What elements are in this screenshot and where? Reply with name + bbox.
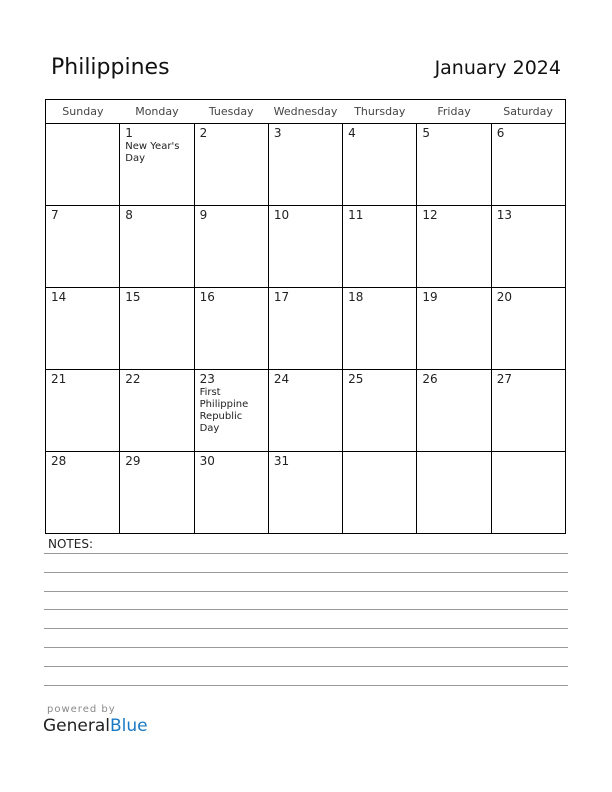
day-number: 19 bbox=[422, 290, 438, 304]
day-cell bbox=[343, 124, 417, 206]
day-cell bbox=[268, 206, 342, 288]
brand-blue: Blue bbox=[110, 716, 148, 736]
notes-line bbox=[44, 609, 568, 610]
day-cell bbox=[417, 124, 491, 206]
day-cell bbox=[46, 288, 120, 370]
day-number: 29 bbox=[125, 454, 141, 468]
weekday-header: Friday bbox=[417, 100, 491, 124]
day-number: 8 bbox=[125, 208, 133, 222]
day-number: 12 bbox=[422, 208, 438, 222]
day-number: 9 bbox=[199, 208, 208, 222]
notes-line bbox=[44, 685, 568, 686]
day-cell bbox=[120, 288, 194, 370]
day-cell bbox=[268, 124, 342, 206]
day-number: 1 bbox=[125, 126, 133, 140]
day-cell bbox=[194, 370, 268, 452]
notes-label: NOTES: bbox=[48, 537, 93, 551]
day-number: 21 bbox=[51, 372, 67, 386]
country-title: Philippines bbox=[51, 55, 170, 80]
notes-line bbox=[44, 572, 568, 573]
calendar-grid bbox=[45, 99, 566, 534]
day-cell bbox=[46, 124, 120, 206]
day-cell bbox=[491, 452, 565, 534]
day-number: 22 bbox=[125, 372, 141, 386]
weekday-header: Saturday bbox=[491, 100, 565, 124]
holiday-label: First Philippine Republic Day bbox=[199, 387, 249, 434]
day-cell bbox=[491, 370, 565, 452]
day-cell bbox=[120, 370, 194, 452]
day-cell bbox=[120, 452, 194, 534]
day-number: 10 bbox=[273, 208, 290, 222]
week-row bbox=[46, 124, 566, 206]
month-title: January 2024 bbox=[434, 57, 561, 79]
weekday-header: Monday bbox=[120, 100, 194, 124]
day-number: 11 bbox=[348, 208, 364, 222]
weekday-header: Wednesday bbox=[268, 100, 342, 124]
week-row bbox=[46, 370, 566, 452]
week-row bbox=[46, 288, 566, 370]
day-number: 30 bbox=[199, 454, 215, 468]
day-number: 7 bbox=[51, 208, 59, 222]
day-cell bbox=[46, 452, 120, 534]
day-cell bbox=[268, 370, 342, 452]
day-cell bbox=[417, 452, 491, 534]
powered-by: powered by bbox=[47, 704, 116, 715]
day-cell bbox=[268, 288, 342, 370]
day-number: 20 bbox=[496, 290, 512, 304]
day-number: 16 bbox=[199, 290, 215, 304]
day-cell bbox=[46, 206, 120, 288]
day-number: 13 bbox=[496, 208, 512, 222]
day-cell bbox=[417, 206, 491, 288]
day-cell bbox=[120, 206, 194, 288]
day-cell bbox=[194, 452, 268, 534]
brand-general: General bbox=[43, 716, 110, 736]
day-number: 14 bbox=[51, 290, 67, 304]
day-cell bbox=[46, 370, 120, 452]
day-number: 2 bbox=[199, 126, 208, 140]
day-cell bbox=[491, 124, 565, 206]
notes-line bbox=[44, 647, 568, 648]
day-number: 4 bbox=[348, 126, 356, 140]
day-number: 23 bbox=[199, 372, 215, 386]
generalblue-logo bbox=[43, 716, 148, 736]
weekday-header: Sunday bbox=[46, 100, 120, 124]
day-cell bbox=[194, 124, 268, 206]
day-number: 25 bbox=[348, 372, 364, 386]
notes-line bbox=[44, 666, 568, 667]
week-row bbox=[46, 206, 566, 288]
day-cell bbox=[343, 206, 417, 288]
weekday-header: Thursday bbox=[343, 100, 417, 124]
weekday-header: Tuesday bbox=[194, 100, 268, 124]
day-cell bbox=[268, 452, 342, 534]
day-number: 15 bbox=[125, 290, 141, 304]
day-number: 6 bbox=[496, 126, 505, 140]
notes-line bbox=[44, 628, 568, 629]
day-cell bbox=[194, 206, 268, 288]
day-cell bbox=[417, 370, 491, 452]
day-number: 27 bbox=[496, 372, 512, 386]
day-cell bbox=[343, 288, 417, 370]
week-row bbox=[46, 452, 566, 534]
day-cell bbox=[491, 206, 565, 288]
day-number: 26 bbox=[422, 372, 438, 386]
day-cell bbox=[120, 124, 194, 206]
day-cell bbox=[343, 452, 417, 534]
day-cell bbox=[491, 288, 565, 370]
day-number: 3 bbox=[273, 126, 282, 140]
day-number: 18 bbox=[348, 290, 364, 304]
day-cell bbox=[417, 288, 491, 370]
day-cell bbox=[343, 370, 417, 452]
day-number: 5 bbox=[422, 126, 431, 140]
day-number: 17 bbox=[273, 290, 290, 304]
holiday-label: New Year's Day bbox=[125, 141, 180, 164]
notes-line bbox=[44, 553, 568, 554]
notes-line bbox=[44, 591, 568, 592]
day-number: 24 bbox=[273, 372, 290, 386]
day-cell bbox=[194, 288, 268, 370]
day-number: 28 bbox=[51, 454, 67, 468]
day-number: 31 bbox=[273, 454, 290, 468]
